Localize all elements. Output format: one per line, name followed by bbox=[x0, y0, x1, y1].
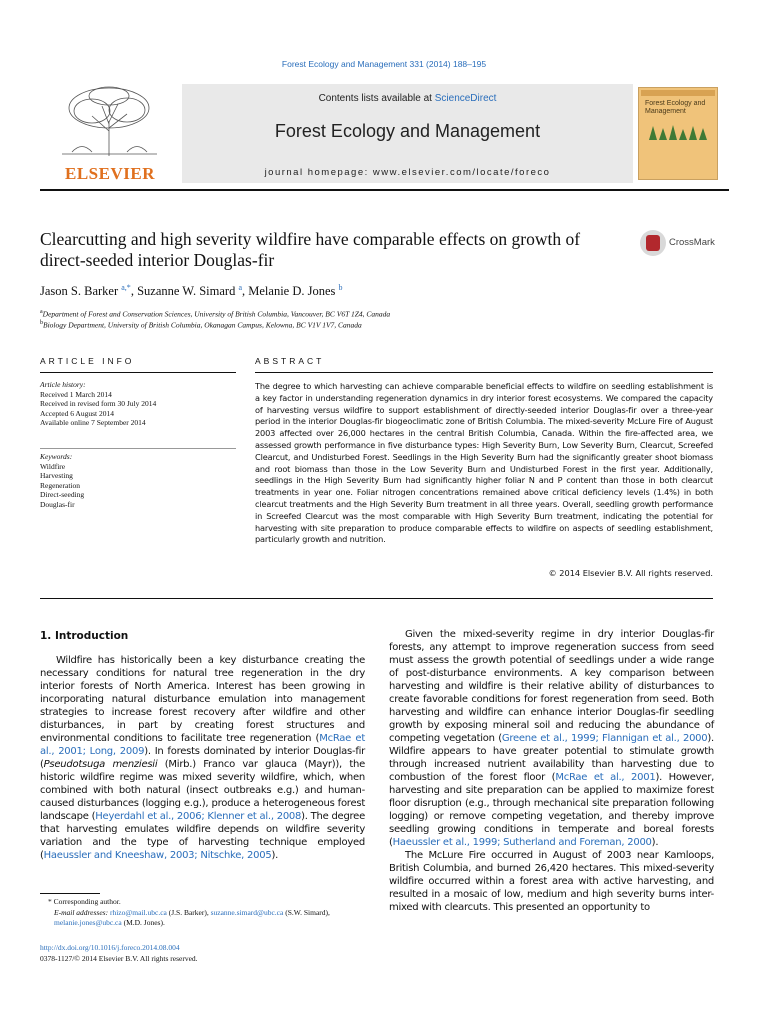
text-run: Given the mixed-severity regime in dry interior Douglas-fir forests, any attempt to improve regeneration success from seed must assess the growth potential of seedlings under a wide range of post-disturbance environments. A key comparison between harvesting and wildfire is their relative ability of disturbances to create favorable conditions for forest regeneration from seed. Both harvesting and wildfire can enhance interior Douglas-fir seedling growth by exposing mineral soil and reducing the abundance of competing vegetation ( bbox=[389, 629, 714, 744]
email-link[interactable]: rhizo@mail.ubc.ca bbox=[109, 907, 167, 917]
crossmark-label: CrossMark bbox=[669, 237, 715, 248]
abstract-rule bbox=[255, 372, 713, 373]
cover-title: Forest Ecology and Management bbox=[645, 100, 706, 115]
info-rule bbox=[40, 372, 236, 373]
crossmark-icon bbox=[640, 230, 666, 256]
text-run: ). Wildfire appears to have greater potential to stimulate growth through increased nutrient availability than harvesting due to combustion of the forest floor ( bbox=[389, 733, 714, 783]
email-owner: (S.W. Simard), bbox=[283, 907, 330, 917]
journal-homepage[interactable]: journal homepage: www.elsevier.com/locate/foreco bbox=[264, 167, 551, 178]
email-owner: (M.D. Jones). bbox=[121, 918, 165, 927]
citation-link[interactable]: McRae et al., 2001 bbox=[555, 772, 656, 783]
keyword: Harvesting bbox=[40, 471, 73, 481]
citation-line[interactable]: Forest Ecology and Management 331 (2014) 188–195 bbox=[281, 59, 487, 69]
body-column-left bbox=[40, 654, 365, 862]
citation-link[interactable]: Haeussler et al., 1999; Sutherland and Foreman, 2000 bbox=[392, 837, 652, 848]
article-title: Clearcutting and high severity wildfire have comparable effects on growth of direct-seeded interior Douglas-fir bbox=[40, 229, 581, 270]
email-label: E-mail addresses: bbox=[54, 907, 109, 917]
info-divider bbox=[40, 448, 236, 449]
cover-stripe bbox=[641, 90, 715, 96]
header-rule bbox=[40, 189, 729, 191]
article-info-heading: ARTICLE INFO bbox=[40, 356, 135, 366]
text-run: The McLure Fire occurred in August of 2003 near Kamloops, British Columbia, and burned 26,420 hectares. This mixed-severity wildfire occurred within a forest area with active harvesting, and resulted in a mosaic of low, medium and high severity burns inter-mixed with clearcuts. This presented an opportunity to bbox=[389, 850, 714, 913]
paragraph bbox=[389, 849, 714, 914]
body-column-right bbox=[389, 628, 714, 914]
publisher-name: ELSEVIER bbox=[65, 164, 155, 183]
affiliation-mark: a bbox=[40, 309, 43, 315]
author-name: Jason S. Barker bbox=[40, 284, 119, 299]
masthead bbox=[182, 84, 633, 183]
keyword: Regeneration bbox=[40, 480, 80, 490]
affiliation-b bbox=[40, 318, 690, 331]
author-affiliation-mark[interactable]: a bbox=[238, 283, 243, 292]
keyword: Wildfire bbox=[40, 461, 66, 471]
crossmark-badge[interactable] bbox=[640, 230, 720, 256]
email-link[interactable]: melanie.jones@ubc.ca bbox=[54, 918, 122, 927]
text-run: Pseudotsuga menziesii bbox=[43, 759, 158, 770]
affiliation-mark: b bbox=[40, 320, 43, 326]
abstract-bottom-rule bbox=[40, 598, 713, 599]
section-heading-introduction: 1. Introduction bbox=[40, 630, 129, 642]
keyword: Douglas-fir bbox=[40, 499, 75, 509]
article-history bbox=[40, 380, 236, 428]
history-label: Article history: bbox=[40, 380, 86, 389]
journal-title: Forest Ecology and Management bbox=[274, 121, 541, 141]
text-run: ). The degree that harvesting emulates wildfire depends on wildfire severity variation and the type of harvesting technique employed ( bbox=[40, 811, 365, 861]
abstract-heading: ABSTRACT bbox=[255, 356, 325, 366]
keyword-list bbox=[40, 452, 236, 510]
text-run: ). bbox=[271, 850, 279, 861]
doi-block bbox=[40, 943, 365, 964]
author-affiliation-mark[interactable]: a,* bbox=[121, 283, 131, 292]
text-run: (Mirb.) Franco var glauca (Mayr)), the historic wildfire regime was mixed severity wildfire, which, when combined with both natural (insect outbreaks e.g.) and human-caused disturbances (logging e.g.), produce a heterogeneous forest landscape ( bbox=[40, 759, 366, 822]
elsevier-logo bbox=[40, 84, 180, 183]
keyword: Direct-seeding bbox=[40, 490, 85, 500]
sciencedirect-link[interactable]: ScienceDirect bbox=[434, 93, 497, 104]
history-item: Received 1 March 2014 bbox=[40, 389, 112, 399]
history-item: Available online 7 September 2014 bbox=[40, 418, 146, 428]
author-list: Jason S. Barker $^{a,*}$, Suzanne W. Simard $^a$, Melanie D. Jones $^b$ bbox=[40, 283, 343, 299]
email-link[interactable]: suzanne.simard@ubc.ca bbox=[210, 907, 284, 917]
footnotes bbox=[40, 897, 365, 929]
citation-link[interactable]: Greene et al., 1999; Flannigan et al., 2000 bbox=[501, 733, 708, 744]
contents-prefix: Contents lists available at bbox=[318, 93, 435, 104]
issn-line: 0378-1127/© 2014 Elsevier B.V. All rights reserved. bbox=[40, 953, 198, 963]
citation-link[interactable]: McRae et al., 2001; Long, 2009 bbox=[40, 733, 366, 757]
text-run: ). However, harvesting and site preparation can be applied to maximize forest floor disruption (e.g., through mechanical site preparation following logging) or remove competing vegetation, and thereby improve seedling growing conditions in temperate and boreal forests ( bbox=[389, 772, 714, 848]
journal-cover-thumbnail[interactable] bbox=[638, 87, 718, 180]
text-run: ). In forests dominated by interior Douglas-fir ( bbox=[40, 746, 365, 770]
abstract-text: The degree to which harvesting can achieve comparable beneficial effects to wildfire on seedling establishment is a key factor in understanding regeneration dynamics in dry interior forest ecosystems. We compared the capacity of harvesting versus wildfire to support establishment of directly-seeded interior Douglas-fir over a three-year period in the interior Douglas-fir biogeoclimatic zone of British Columbia. The mixed-severity McLure Fire of August 2003 affected over 26,000 hectares in the central British Columbia, Canada. Within the fire-affected area, we assessed growth performance in five disturbance types: High Severity Burn, Low Severity Burn, Clearcut, Screefed Clearcut, and Undisturbed Forest. Seedlings in the High Severity Burn had the significantly greater shoot biomass and root biomass than those in the Low Severity Burn and Undisturbed Forest in the first year. Additionally, seedlings in the High Severity Burn had significantly higher foliar N and P content than those in both clearcut treatments in year one. Foliar nitrogen concentrations remained above critical deficiency levels (1.4%) in both clearcut treatments and the High Severity Burn treatment in all three years. Overall, seedling growth performance in Screefed Clearcut was the most comparable with High Severity Burn treatment, indicating the potential for harvesting with site preparation to produce comparable effects to wildfire on aspects of seedling establishment, particularly growth and nutrition. bbox=[255, 381, 713, 545]
affiliation-text: Biology Department, University of British Columbia, Okanagan Campus, Kelowna, BC V1V 1V7, Canada bbox=[43, 320, 362, 330]
elsevier-tree-icon bbox=[52, 86, 167, 156]
email-line bbox=[40, 908, 365, 929]
author-name: Melanie D. Jones bbox=[248, 284, 336, 299]
contents-line bbox=[182, 93, 633, 104]
affiliation-text: Department of Forest and Conservation Sciences, University of British Columbia, Vancouver, BC V6T 1Z4, Canada bbox=[42, 309, 391, 319]
author-name: Suzanne W. Simard bbox=[137, 284, 236, 299]
corresponding-author-note: * Corresponding author. bbox=[48, 897, 121, 906]
doi-link[interactable]: http://dx.doi.org/10.1016/j.foreco.2014.08.004 bbox=[40, 943, 180, 952]
email-owner: (J.S. Barker), bbox=[166, 907, 211, 917]
citation-link[interactable]: Heyerdahl et al., 2006; Klenner et al., 2008 bbox=[95, 811, 302, 822]
paragraph bbox=[389, 628, 714, 849]
history-item: Received in revised form 30 July 2014 bbox=[40, 399, 157, 409]
footnote-rule bbox=[40, 893, 100, 894]
abstract-copyright: © 2014 Elsevier B.V. All rights reserved. bbox=[548, 568, 713, 578]
paragraph bbox=[40, 654, 365, 862]
keywords-label: Keywords: bbox=[40, 452, 73, 461]
text-run: Wildfire has historically been a key disturbance creating the necessary conditions for natural tree regeneration in the dry interior forests of North America. Interest has been growing in incorporating natural disturbance emulation into management strategies to increase forest recovery after wildfire and other disturbances, in part by creating forest structures and environmental conditions to facilitate tree regeneration ( bbox=[40, 655, 365, 744]
cover-trees-icon bbox=[645, 124, 713, 140]
citation-link[interactable]: Haeussler and Kneeshaw, 2003; Nitschke, 2005 bbox=[43, 850, 272, 861]
author-affiliation-mark[interactable]: b bbox=[338, 283, 343, 292]
journal-header bbox=[40, 84, 729, 183]
text-run: ). bbox=[651, 837, 659, 848]
history-item: Accepted 6 August 2014 bbox=[40, 408, 114, 418]
